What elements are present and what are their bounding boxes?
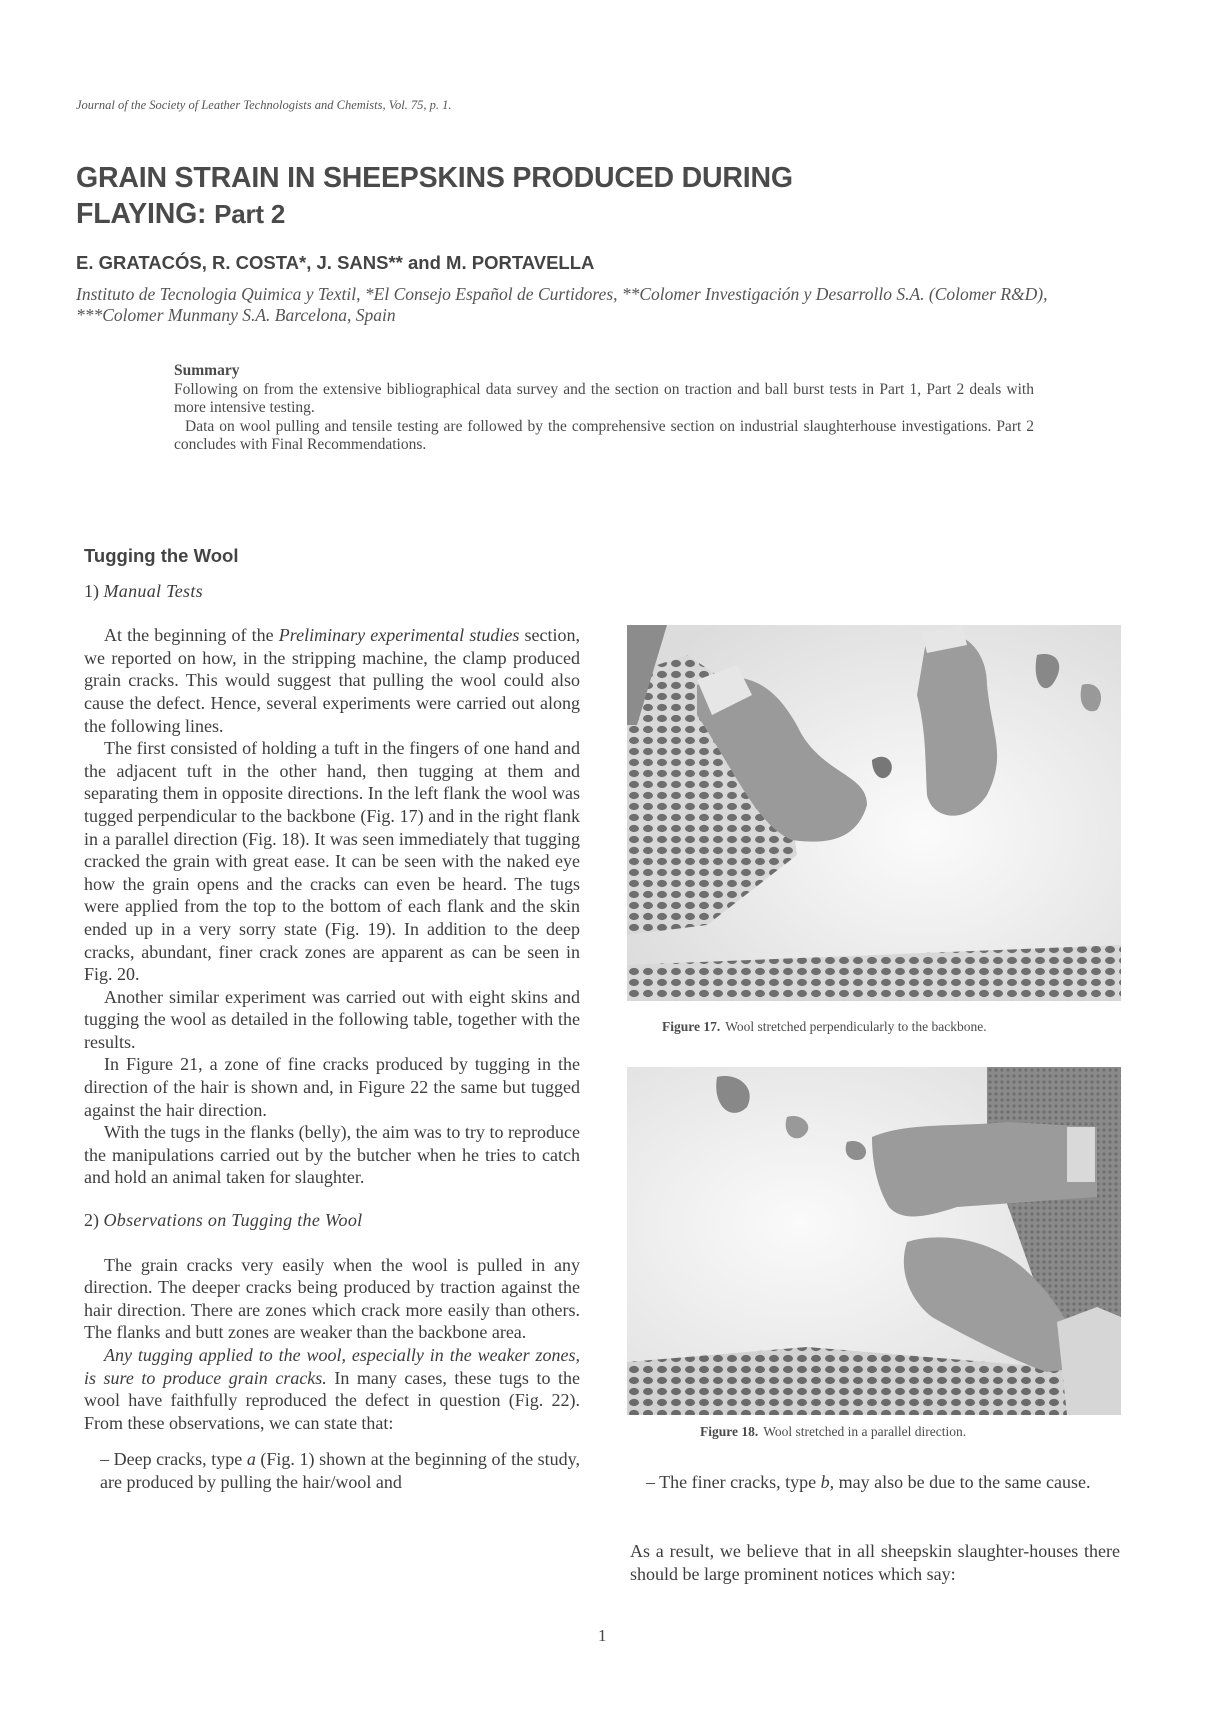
bullet-item bbox=[630, 1471, 1120, 1494]
text-run: – The finer cracks, type bbox=[646, 1472, 821, 1492]
conclusion-paragraph bbox=[630, 1540, 1120, 1585]
italic-run: Any tugging applied to the wool, especially in the weaker zones, is sure to produce grain cracks. bbox=[84, 1345, 580, 1388]
affiliation: Instituto de Tecnologia Quimica y Textil, *El Consejo Español de Curtidores, **Colomer Investigación y Desarrollo S.A. (Colomer R&D), ***Colomer Munmany S.A. Barcelona, Spain bbox=[76, 284, 1048, 325]
page-number: 1 bbox=[598, 1626, 607, 1645]
summary-heading: Summary bbox=[174, 362, 240, 379]
authors: E. GRATACÓS, R. COSTA*, J. SANS** and M. PORTAVELLA bbox=[76, 252, 595, 273]
body-paragraph bbox=[84, 1344, 580, 1434]
italic-run: b bbox=[820, 1472, 830, 1492]
title-line-1: GRAIN STRAIN IN SHEEPSKINS PRODUCED DURING bbox=[76, 162, 793, 194]
body-paragraph: As a result, we believe that in all sheepskin slaughter-houses there should be large prominent notices which say: bbox=[630, 1541, 1120, 1584]
body-paragraph: In Figure 21, a zone of fine cracks produced by tugging in the direction of the hair is shown and, in Figure 22 the same but tugged against the hair direction. bbox=[84, 1054, 580, 1120]
summary-block bbox=[174, 362, 1034, 455]
body-paragraph bbox=[84, 624, 580, 737]
figure-18-caption bbox=[700, 1424, 966, 1440]
bullet-item bbox=[84, 1448, 580, 1493]
body-paragraph: The first consisted of holding a tuft in the fingers of one hand and the adjacent tuft in the other hand, then tugging at them and separating them in opposite directions. In the left flank the wool was tugged perpendicular to the backbone (Fig. 17) and in the right flank in a parallel direction (Fig. 18). It was seen immediately that tugging cracked the grain with great ease. It can be seen with the naked eye how the grain opens and the cracks can even be heard. The tugs were applied from the top to the bottom of each flank and the skin ended up in a very sorry state (Fig. 19). In addition to the deep cracks, abundant, finer crack zones are apparent as can be seen in Fig. 20. bbox=[84, 738, 580, 985]
figure-17-caption bbox=[662, 1019, 987, 1035]
figure-label: Figure 18. bbox=[700, 1424, 759, 1439]
subsection-number: 1) bbox=[84, 580, 99, 601]
figure-caption-text: Wool stretched perpendicularly to the backbone. bbox=[725, 1019, 987, 1034]
text-run: , may also be due to the same cause. bbox=[829, 1472, 1091, 1492]
title-line-2: FLAYING: bbox=[76, 198, 207, 230]
figure-17-image bbox=[627, 625, 1121, 1001]
section-heading: Tugging the Wool bbox=[84, 545, 239, 566]
subsection-title: Observations on Tugging the Wool bbox=[103, 1210, 363, 1231]
article-title bbox=[76, 160, 1136, 232]
subsection-number: 2) bbox=[84, 1210, 99, 1231]
figure-18-photo bbox=[627, 1067, 1121, 1415]
text-run: In many cases, these tugs to the wool have faithfully reproduced the defect in question (Fig. 22). From these observations, we can state that: bbox=[84, 1367, 580, 1433]
summary-paragraph: Following on from the extensive bibliographical data survey and the section on traction and ball burst tests in Part 1, Part 2 deals with more intensive testing. bbox=[174, 380, 1034, 416]
figure-17-photo bbox=[627, 625, 1121, 1001]
subsection-heading-manual-tests bbox=[84, 580, 580, 603]
figure-caption-text: Wool stretched in a parallel direction. bbox=[763, 1424, 967, 1439]
subsection-heading-observations bbox=[84, 1209, 580, 1232]
title-part: Part 2 bbox=[214, 199, 286, 229]
text-run: section, we reported on how, in the stripping machine, the clamp produced grain cracks. This would suggest that pulling the wool could also cause the defect. Hence, several experiments were carried out along the following lines. bbox=[84, 625, 580, 736]
body-paragraph: The grain cracks very easily when the wool is pulled in any direction. The deeper cracks being produced by traction against the hair direction. There are zones which crack more easily than others. The flanks and butt zones are weaker than the backbone area. bbox=[84, 1254, 580, 1343]
body-paragraph: Another similar experiment was carried out with eight skins and tugging the wool as detailed in the following table, together with the results. bbox=[84, 986, 580, 1052]
left-column bbox=[84, 545, 580, 1494]
text-run: (Fig. 1) shown at the beginning of the study, are produced by pulling the hair/wool and bbox=[100, 1449, 581, 1492]
subsection-title: Manual Tests bbox=[103, 580, 203, 601]
italic-run: Preliminary experimental studies bbox=[278, 625, 520, 646]
text-run: At the beginning of the bbox=[104, 625, 279, 646]
figure-18-image bbox=[627, 1067, 1121, 1415]
summary-paragraph: Data on wool pulling and tensile testing are followed by the comprehensive section on industrial slaughterhouse investigations. Part 2 concludes with Final Recommendations. bbox=[174, 417, 1034, 453]
italic-run: a bbox=[246, 1449, 256, 1470]
text-run: – Deep cracks, type bbox=[100, 1449, 247, 1470]
figure-label: Figure 17. bbox=[662, 1019, 721, 1034]
body-paragraph: With the tugs in the flanks (belly), the aim was to try to reproduce the manipulations carried out by the butcher when he tries to catch and hold an animal taken for slaughter. bbox=[84, 1122, 580, 1188]
journal-citation: Journal of the Society of Leather Technologists and Chemists, Vol. 75, p. 1. bbox=[76, 98, 452, 112]
